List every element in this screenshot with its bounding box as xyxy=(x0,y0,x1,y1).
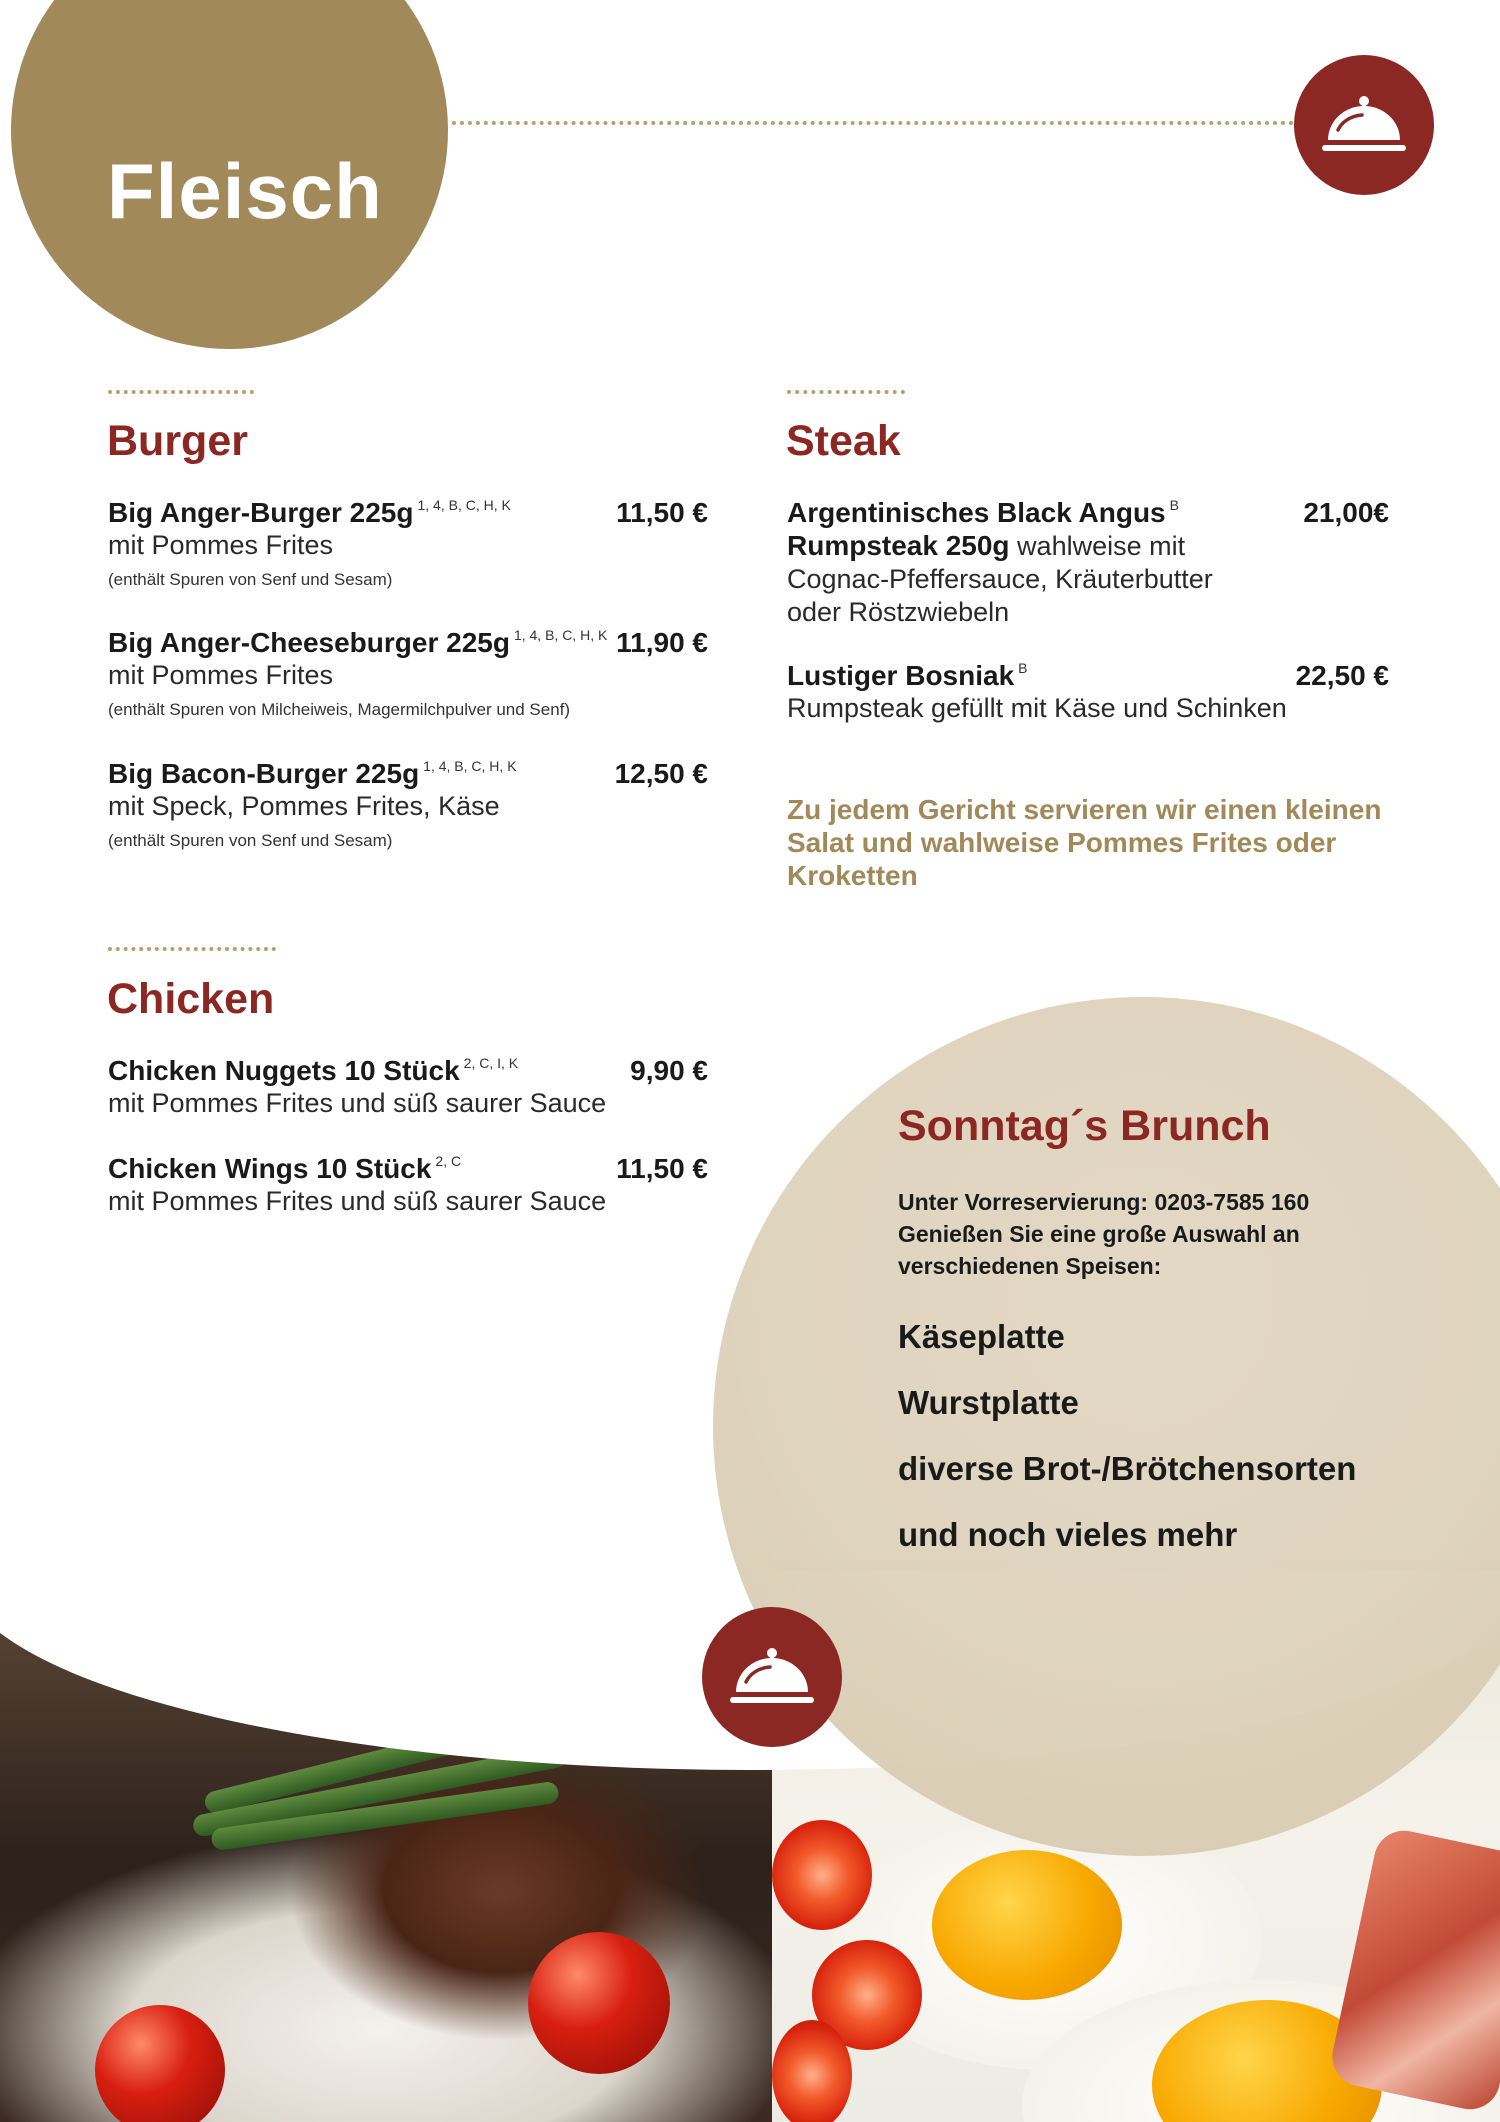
allergen-codes: B xyxy=(1018,660,1028,676)
item-description-line2: oder Röstzwiebeln xyxy=(787,597,1010,627)
brunch-item: Käseplatte xyxy=(898,1318,1065,1355)
page-title: Fleisch xyxy=(107,147,383,235)
brunch-intro-line: Genießen Sie eine große Auswahl an xyxy=(898,1221,1300,1247)
allergen-codes: 2, C, I, K xyxy=(463,1055,519,1071)
item-description: Cognac-Pfeffersauce, Kräuterbutter xyxy=(787,564,1213,594)
item-name: Big Bacon-Burger 225g xyxy=(108,758,420,789)
brunch-reservation: Unter Vorreservierung: 0203-7585 160 xyxy=(898,1189,1310,1215)
item-name-line2: Rumpsteak 250g xyxy=(787,530,1010,561)
allergen-codes: 1, 4, B, C, H, K xyxy=(423,758,517,774)
allergen-codes: 1, 4, B, C, H, K xyxy=(513,627,608,643)
item-description-inline: wahlweise mit xyxy=(1009,531,1186,561)
item-description: mit Pommes Frites xyxy=(108,530,334,560)
item-price: 22,50 € xyxy=(1295,660,1389,691)
allergen-codes: B xyxy=(1169,497,1179,513)
brunch-intro-line: verschiedenen Speisen: xyxy=(898,1253,1162,1279)
item-price: 9,90 € xyxy=(630,1055,708,1086)
brunch-list xyxy=(898,1304,1458,1568)
item-price: 21,00€ xyxy=(1303,497,1389,528)
header-divider xyxy=(452,121,1294,125)
menu-item xyxy=(108,758,708,851)
item-description: Rumpsteak gefüllt mit Käse und Schinken xyxy=(787,693,1287,723)
brunch-box xyxy=(898,1102,1458,1568)
side-dish-note: Zu jedem Gericht servieren wir einen kleinen Salat und wahlweise Pommes Frites oder Kroketten xyxy=(787,794,1382,891)
item-note: (enthält Spuren von Senf und Sesam) xyxy=(108,570,393,589)
item-name: Big Anger-Burger 225g xyxy=(108,497,414,528)
item-price: 11,90 € xyxy=(616,627,708,658)
section-title-burger: Burger xyxy=(107,417,248,465)
section-title-steak: Steak xyxy=(786,417,901,465)
allergen-codes: 1, 4, B, C, H, K xyxy=(417,497,511,513)
menu-item xyxy=(108,497,708,590)
item-price: 11,50 € xyxy=(616,1153,708,1184)
allergen-codes: 2, C xyxy=(435,1153,462,1169)
item-price: 11,50 € xyxy=(616,497,708,528)
brunch-item: diverse Brot-/Brötchensorten xyxy=(898,1450,1357,1487)
item-name: Chicken Wings 10 Stück xyxy=(108,1153,432,1184)
brunch-title: Sonntag´s Brunch xyxy=(898,1102,1271,1150)
item-description: mit Pommes Frites xyxy=(108,660,334,690)
cloche-icon xyxy=(1294,55,1434,195)
section-title-chicken: Chicken xyxy=(107,975,275,1023)
item-note: (enthält Spuren von Senf und Sesam) xyxy=(108,831,393,850)
menu-item xyxy=(787,497,1389,629)
item-description: mit Speck, Pommes Frites, Käse xyxy=(108,791,500,821)
item-description: mit Pommes Frites und süß saurer Sauce xyxy=(108,1088,607,1118)
burger-divider xyxy=(108,390,254,394)
item-name: Lustiger Bosniak xyxy=(787,660,1015,691)
steak-divider xyxy=(787,390,905,394)
cloche-icon xyxy=(702,1607,842,1747)
menu-item xyxy=(108,1055,708,1120)
item-name: Big Anger-Cheeseburger 225g xyxy=(108,627,510,658)
item-name: Chicken Nuggets 10 Stück xyxy=(108,1055,460,1086)
item-description: mit Pommes Frites und süß saurer Sauce xyxy=(108,1186,607,1216)
brunch-item: und noch vieles mehr xyxy=(898,1516,1238,1553)
chicken-divider xyxy=(108,947,276,951)
menu-item xyxy=(787,660,1389,725)
menu-item xyxy=(108,627,708,720)
item-price: 12,50 € xyxy=(614,758,708,789)
item-note: (enthält Spuren von Milcheiweis, Magermilchpulver und Senf) xyxy=(108,700,571,719)
item-name: Argentinisches Black Angus xyxy=(787,497,1166,528)
brunch-item: Wurstplatte xyxy=(898,1384,1079,1421)
menu-item xyxy=(108,1153,708,1218)
